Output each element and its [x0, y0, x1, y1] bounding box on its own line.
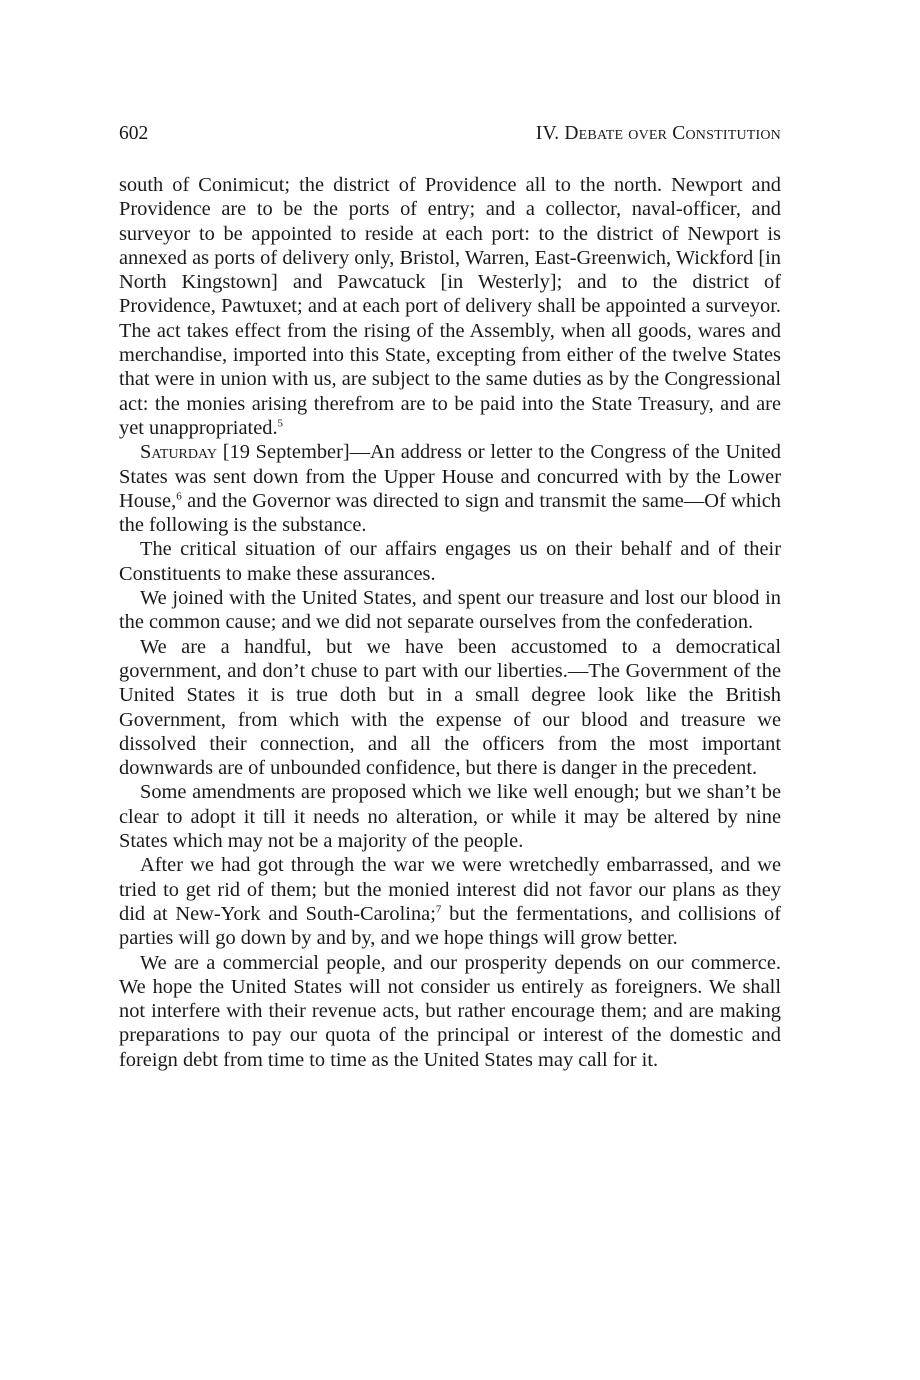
running-header: [119, 120, 781, 148]
paragraph: [119, 951, 781, 1072]
paragraph-text: but the fermentations, and collisions of parties will go down by and by, and we hope things will grow better.: [119, 902, 781, 950]
paragraph-text: [19 September]—An address or letter to the Congress of the United States was sent down from the Upper House and concurred with by the Lower House,: [119, 441, 781, 512]
paragraph-text: Some amendments are proposed which we like well enough; but we shan’t be clear to adopt it till it needs no alteration, or while it may be altered by nine States which may not be a majority of the people.: [119, 781, 781, 853]
day-lead: Saturday: [140, 441, 217, 464]
paragraph: [119, 173, 781, 440]
paragraph: [119, 537, 781, 586]
paragraph-text: The critical situation of our affairs engages us on their behalf and of their Constituents to make these assurances.: [119, 538, 781, 585]
paragraph: [119, 853, 781, 950]
page-number: 602: [119, 123, 149, 144]
paragraph-text: and the Governor was directed to sign and transmit the same—Of which the following is the substance.: [119, 489, 781, 537]
paragraph: [119, 440, 781, 537]
footnote-ref: 7: [435, 903, 442, 916]
paragraph-text: south of Conimicut; the district of Providence all to the north. Newport and Providence are to be the ports of entry; and a collector, naval-officer, and surveyor to be appointed to reside at each port: to the district of Newport is annexed as ports of delivery only, Bristol, Warren, East-Greenwich, Wickford [in North Kingstown] and Pawcatuck [in Westerly]; and to the district of Providence, Pawtuxet; and at each port of delivery shall be appointed a surveyor. The act takes effect from the rising of the Assembly, when all goods, wares and merchandise, imported into this State, excepting from either of the twelve States that were in union with us, are subject to the same duties as by the Congressional act: the monies arising therefrom are to be paid into the State Treasury, and are yet unappropriated.: [119, 174, 781, 439]
paragraph: [119, 586, 781, 635]
body-text: [119, 173, 781, 1072]
paragraph-text: We are a handful, but we have been accustomed to a democratical government, and don’t chuse to part with our liberties.—The Government of the United States it is true doth but in a small degree look like the British Government, from which with the expense of our blood and treasure we dissolved their connection, and all the officers from the most important downwards are of unbounded confidence, but there is danger in the precedent.: [119, 635, 781, 780]
footnote-ref: 5: [277, 417, 284, 430]
paragraph-text: We are a commercial people, and our prosperity depends on our commerce. We hope the United States will not consider us entirely as foreigners. We shall not interfere with their revenue acts, but rather encourage them; and are making preparations to pay our quota of the principal or interest of the domestic and foreign debt from time to time as the United States may call for it.: [119, 951, 781, 1071]
running-title: IV. Debate over Constitution: [535, 123, 781, 144]
paragraph-text: After we had got through the war we were wretchedly embarrassed, and we tried to get rid of them; but the monied interest did not favor our plans as they did at New-York and South-Carolina;: [119, 854, 781, 925]
paragraph-text: We joined with the United States, and spent our treasure and lost our blood in the common cause; and we did not separate ourselves from the confederation.: [119, 587, 781, 634]
paragraph: [119, 780, 781, 853]
document-page: [119, 120, 781, 1072]
paragraph: [119, 635, 781, 781]
footnote-ref: 6: [176, 490, 182, 503]
